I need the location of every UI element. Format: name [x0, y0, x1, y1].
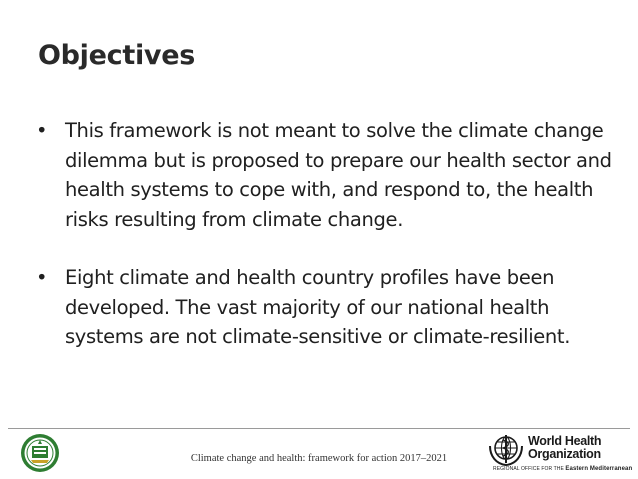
- bullet-marker: •: [36, 266, 48, 289]
- who-region: [493, 466, 632, 472]
- who-region-prefix: REGIONAL OFFICE FOR THE: [493, 466, 564, 472]
- who-name-line2: Organization: [528, 447, 601, 461]
- bullet-text: Eight climate and health country profiles have been developed. The vast majority of our national health systems are not climate-sensitive or climate-resilient.: [65, 266, 571, 348]
- who-logo: [486, 432, 631, 476]
- footer-divider: [8, 428, 630, 429]
- bullet-item: [36, 116, 616, 234]
- who-name: [528, 435, 601, 461]
- who-name-line1: World Health: [528, 434, 602, 448]
- slide-title: Objectives: [38, 40, 195, 71]
- who-region-name: Eastern Mediterranean: [565, 466, 633, 472]
- footer-caption: Climate change and health: framework for action 2017–2021: [190, 453, 448, 464]
- bullet-marker: •: [36, 119, 48, 142]
- bullet-text: This framework is not meant to solve the climate change dilemma but is proposed to prepare our health sector and health systems to cope with, and respond to, the health risks resulting from climate change.: [65, 119, 612, 231]
- bullet-list: [36, 116, 616, 352]
- who-emblem-icon: [486, 432, 526, 468]
- bullet-item: [36, 263, 616, 352]
